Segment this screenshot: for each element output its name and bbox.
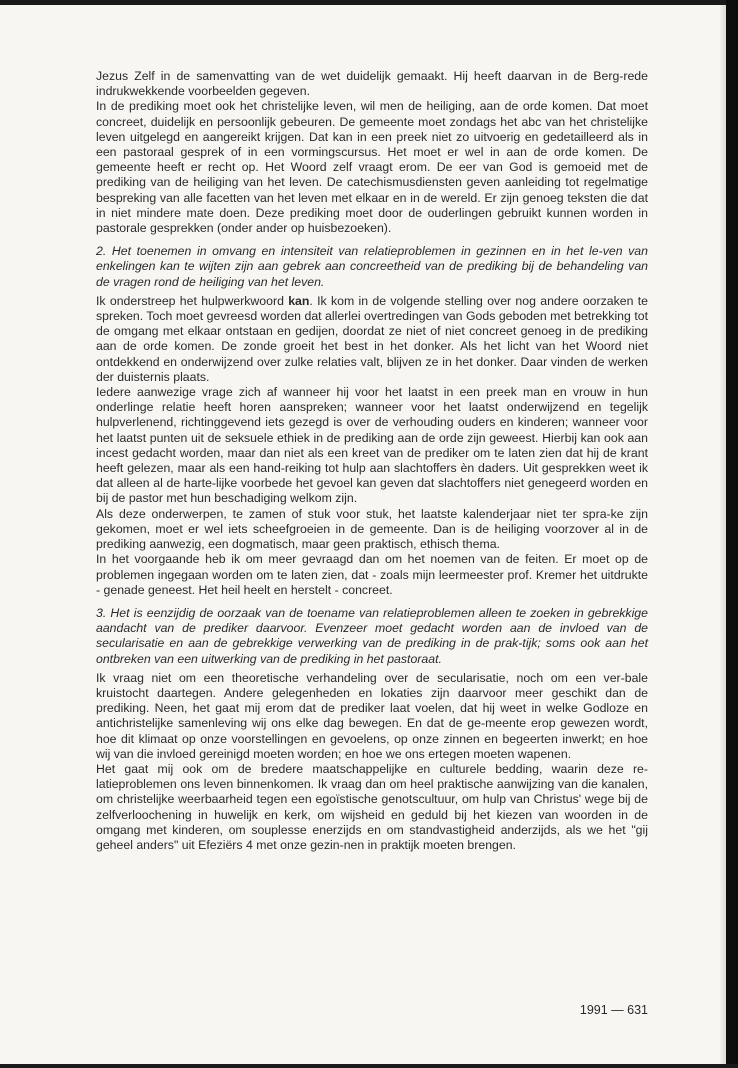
paragraph-hulpwerkwoord-rest: . Ik kom in de volgende stelling over nog andere oorzaken te spreken. Toch moet gevreesd worden dat allerlei overtredingen van Gods geboden met betrekking tot de omgang met elkaar ontstaan en gedijen, doordat ze niet of niet concreet genoeg in de prediking aan de orde komen. De zonde groeit het best in het donker. Als het licht van het Woord niet ontdekkend en onderwijzend over zulke relaties valt, blijven ze in het donker. Daar vinden de werken der duisternis plaats. (96, 293, 648, 384)
page-number: 1991 — 631 (579, 1003, 648, 1017)
scan-edge-bottom (0, 1064, 738, 1068)
paragraph-bedding: Het gaat mij ook om de bredere maatschappelijke en culturele bedding, waarin deze re-latieproblemen ons leven binnenkomen. Ik vraag dan om heel praktische aanwijzing van die kanalen, om christelijke weerbaarheid tegen een egoïstische genotscultuur, om hulp van Christus' wege bij de zelfverloochening in huwelijk en kerk, om wijsheid en geduld bij het kiezen van woorden in de omgang met kinderen, om souplesse enerzijds en om standvastigheid anderzijds, als we het "gij geheel anders" uit Efeziërs 4 met onze gezin-nen in praktijk moeten brengen. (96, 761, 648, 852)
paragraph-hulpwerkwoord (96, 294, 648, 385)
article-body (96, 69, 648, 853)
emphasis-kan: kan (288, 293, 310, 308)
paragraph-aanwezige: Iedere aanwezige vrage zich af wanneer hij voor het laatst in een preek man en vrouw in hun onderlinge relatie heeft horen aanspreken; wanneer voor het laatst onderwijzend en tegelijk hulpverlenend, richtinggevend iets gezegd is over de verhouding ouders en kinderen; wanneer voor het laatst punten uit de seksuele ethiek in de prediking aan de orde zijn geweest. Hierbij kan ook aan incest gedacht worden, maar dan niet als een kreet van de prediker om te laten zien dat hij de krant heeft gelezen, maar als een hand-reiking tot hulp aan slachtoffers èn daders. Uit gesprekken weet ik dat alleen al de harte-lijke voorbede het gevoel kan geven dat slachtoffers niet genegeerd worden en bij de pastor met hun beschadiging welkom zijn. (96, 385, 648, 506)
paragraph-secularisatie: Ik vraag niet om een theoretische verhandeling over de secularisatie, noch om een ver-bale kruistocht daartegen. Andere gelegenheden en lokaties zijn daarvoor meer geschikt dan de prediking. Neen, het gaat mij erom dat de prediker laat voelen, dat hij weet in welke Godloze en antichristelijke samenleving wij ons elke dag bewegen. En dat de ge-meente erop gewezen wordt, hoe dit klimaat op onze voorstellingen en gevoelens, op onze zinnen en begeerten inwerkt; en hoe wij van die invloed gereinigd moeten worden; en hoe we ons ertegen moeten wapenen. (96, 670, 648, 761)
scan-edge-right (726, 0, 738, 1068)
paragraph-onderwerpen: Als deze onderwerpen, te zamen of stuk voor stuk, het laatste kalenderjaar niet ter spra-ke zijn gekomen, moet er wel iets scheefgroeien in de gemeente. Dan is de heiliging voorzover al in de prediking aanwezig, een dogmatisch, maar geen praktisch, ethisch thema. (96, 506, 648, 552)
thesis-heading-2: 2. Het toenemen in omvang en intensiteit van relatieproblemen in gezinnen en in het le-ven van enkelingen kan te wijten zijn aan gebrek aan concreetheid van de prediking bij de behandeling van de vragen rond de heiliging van het leven. (96, 244, 648, 289)
paragraph-prediking: In de prediking moet ook het christelijke leven, wil men de heiliging, aan de orde komen. Dat moet concreet, duidelijk en persoonlijk gebeuren. De gemeente moet zondags het abc van het christelijke leven uitgelegd en aangereikt krijgen. Dat kan in een preek niet zo uitvoerig en gedetailleerd als in een pastoraal gesprek of in een vormingscursus. Het moet er wel in aan de orde komen. De gemeente heeft er recht op. Het Woord zelf vraagt erom. De eer van God is gemoeid met de prediking van de heiliging van het leven. De catechismusdiensten geven aanleiding tot regelmatige bespreking van alle facetten van het leven met elkaar en in de wereld. Er zijn genoeg teksten die dat in niet mindere mate doen. Deze prediking moet door de ouderlingen gebruikt kunnen worden in pastorale gesprekken (onder ander op huisbezoeken). (96, 99, 648, 236)
paragraph-voorgaande: In het voorgaande heb ik om meer gevraagd dan om het noemen van de feiten. Er moet op de problemen ingegaan worden om te laten zien, dat - zoals mijn leermeester prof. Kremer het uitdrukte - genade geneest. Het heil heelt en herstelt - concreet. (96, 552, 648, 597)
thesis-heading-3: 3. Het is eenzijdig de oorzaak van de toename van relatieproblemen alleen te zoeken in gebrekkige aandacht van de prediker daarvoor. Evenzeer moet gedacht worden aan de invloed van de secularisatie en aan de gebrekkige verwerking van de prediking in de prak-tijk; soms ook aan het ontbreken van een uitwerking van de prediking in het pastoraat. (96, 605, 648, 666)
paragraph-intro: Jezus Zelf in de samenvatting van de wet duidelijk gemaakt. Hij heeft daarvan in de Berg-rede indrukwekkende voorbeelden gegeven. (96, 69, 648, 99)
paragraph-hulpwerkwoord-start: Ik onderstreep het hulpwerkwoord (96, 293, 289, 308)
scan-edge-top (0, 0, 738, 5)
